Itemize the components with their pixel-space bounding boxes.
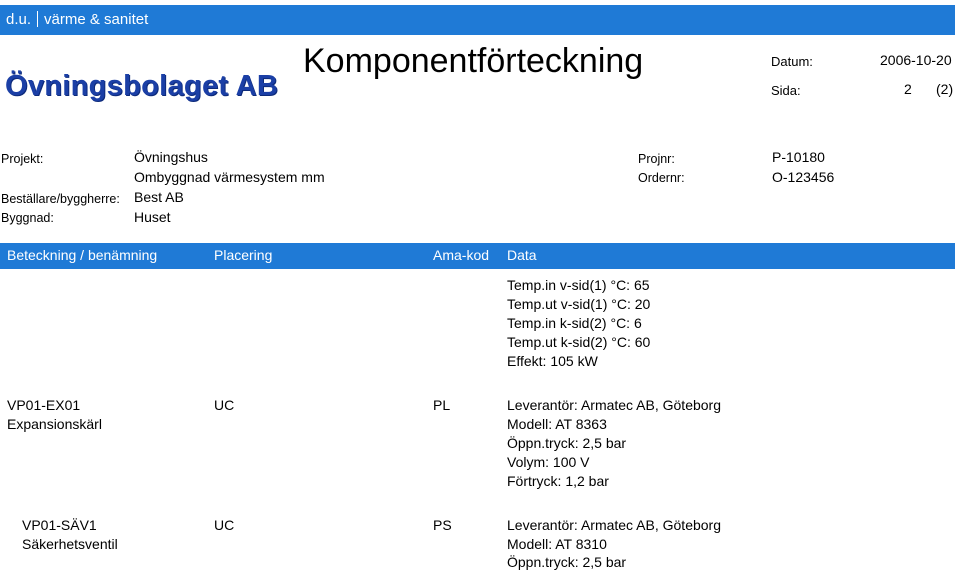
row-code: VP01-EX01 — [7, 397, 81, 413]
data-line: Temp.in v-sid(1) °C: 65 — [507, 277, 650, 293]
col-header-placering: Placering — [214, 247, 273, 263]
projnr-value: P-10180 — [772, 149, 825, 165]
data-line: Temp.ut k-sid(2) °C: 60 — [507, 334, 651, 350]
datum-label: Datum: — [771, 54, 813, 69]
brand-part2: värme & sanitet — [44, 11, 149, 28]
sida-value: 2 — [904, 81, 912, 97]
projekt-line2: Ombyggnad värmesystem mm — [134, 169, 325, 185]
brand-part1: d.u. — [6, 11, 32, 28]
data-line: Volym: 100 V — [507, 454, 590, 470]
data-line: Modell: AT 8363 — [507, 416, 607, 432]
col-header-ama-kod: Ama-kod — [433, 247, 490, 263]
row-code: VP01-SÄV1 — [22, 517, 97, 533]
row-ama-kod: PS — [433, 517, 452, 533]
col-header-data: Data — [507, 247, 537, 263]
byggnad-label: Byggnad: — [1, 211, 54, 225]
data-line: Öppn.tryck: 2,5 bar — [507, 554, 627, 570]
ordernr-label: Ordernr: — [638, 171, 685, 185]
bestallare-value: Best AB — [134, 189, 184, 205]
data-line: Temp.in k-sid(2) °C: 6 — [507, 315, 642, 331]
table-header — [0, 243, 955, 269]
sida-total: (2) — [936, 81, 954, 97]
row-placering: UC — [214, 397, 235, 413]
data-line: Effekt: 105 kW — [507, 353, 598, 369]
data-line: Förtryck: 1,2 bar — [507, 473, 609, 489]
data-line: Leverantör: Armatec AB, Göteborg — [507, 517, 722, 533]
projnr-label: Projnr: — [638, 152, 675, 166]
company-logo: Övningsbolaget AB — [5, 70, 279, 102]
row-ama-kod: PL — [433, 397, 451, 413]
brand-text — [6, 11, 148, 28]
brand-separator — [37, 11, 38, 27]
row-name: Säkerhetsventil — [22, 536, 118, 552]
data-line: Temp.ut v-sid(1) °C: 20 — [507, 296, 651, 312]
row-name: Expansionskärl — [7, 416, 102, 432]
ordernr-value: O-123456 — [772, 169, 835, 185]
col-header-beteckning: Beteckning / benämning — [7, 247, 158, 263]
bestallare-label: Beställare/byggherre: — [1, 192, 120, 206]
projekt-line1: Övningshus — [134, 149, 208, 165]
projekt-label: Projekt: — [1, 152, 44, 166]
data-line: Öppn.tryck: 2,5 bar — [507, 435, 627, 451]
sida-label: Sida: — [771, 83, 801, 98]
data-line: Leverantör: Armatec AB, Göteborg — [507, 397, 722, 413]
datum-value: 2006-10-20 — [880, 52, 952, 68]
data-line: Modell: AT 8310 — [507, 536, 607, 552]
byggnad-value: Huset — [134, 209, 171, 225]
brand-bar — [0, 5, 955, 35]
page-title: Komponentförteckning — [303, 42, 644, 80]
row-placering: UC — [214, 517, 235, 533]
